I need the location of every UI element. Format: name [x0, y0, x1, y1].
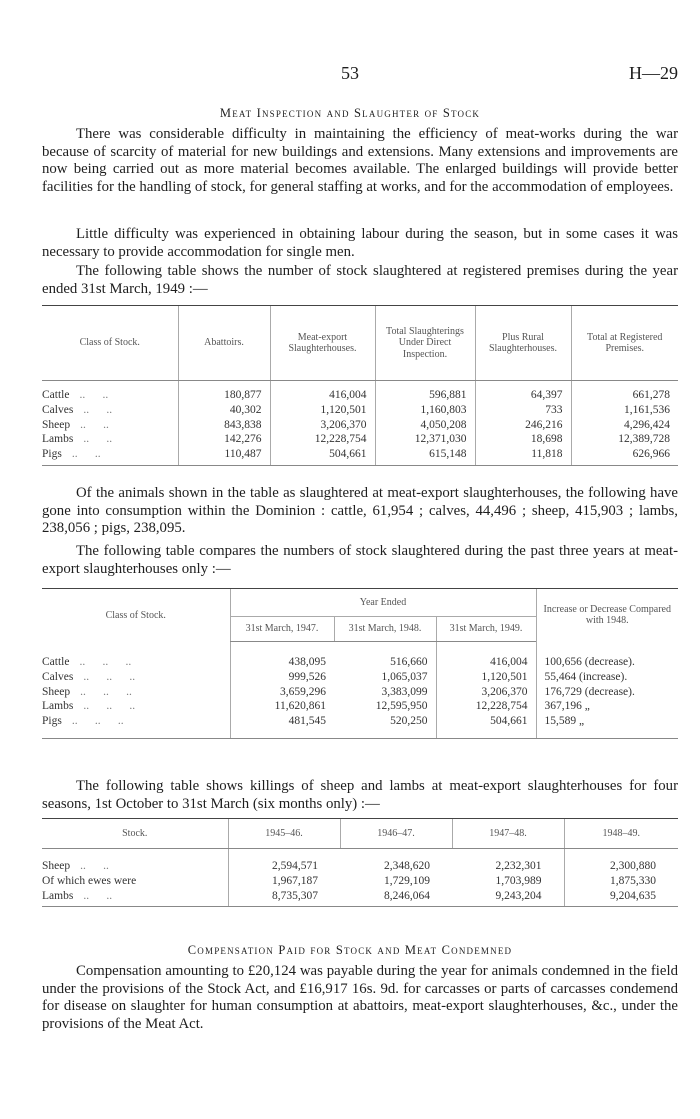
row-label-cell	[42, 874, 228, 889]
row-label: Lambs	[42, 700, 74, 713]
total-registered-cell: 1,161,536	[571, 403, 678, 418]
year-1949-cell: 12,228,754	[436, 699, 536, 714]
leader-dots: .. .. ..	[80, 685, 132, 698]
col-header-1945-46: 1945–46.	[228, 819, 340, 849]
total-direct-cell: 615,148	[375, 447, 475, 465]
col-header-year-ended: Year Ended	[230, 589, 536, 617]
season-1948-49-cell: 1,875,330	[564, 874, 678, 889]
row-label-cell	[42, 432, 178, 447]
table-row	[42, 699, 678, 714]
leader-dots: .. ..	[83, 889, 113, 902]
season-1945-46-cell: 8,735,307	[228, 889, 340, 907]
season-1945-46-cell: 2,594,571	[228, 849, 340, 874]
table-row	[42, 889, 678, 907]
total-registered-cell: 4,296,424	[571, 418, 678, 433]
row-label: Calves	[42, 670, 74, 683]
col-header-meat-export: Meat-export Slaughterhouses.	[270, 306, 375, 381]
table-row	[42, 418, 678, 433]
season-1945-46-cell: 1,967,187	[228, 874, 340, 889]
year-1947-cell: 11,620,861	[230, 699, 334, 714]
row-label-cell	[42, 670, 230, 685]
row-label-cell	[42, 849, 228, 874]
table-row	[42, 714, 678, 738]
plus-rural-cell: 64,397	[475, 381, 571, 403]
table-row	[42, 403, 678, 418]
season-1946-47-cell: 2,348,620	[384, 860, 430, 872]
abattoirs-cell: 843,838	[178, 418, 270, 433]
year-1948-cell: 12,595,950	[375, 700, 428, 713]
col-header-stock: Stock.	[42, 819, 228, 849]
table-row	[42, 849, 678, 874]
row-label-cell	[42, 447, 178, 465]
total-registered-cell: 626,966	[571, 447, 678, 465]
section-heading-compensation: Compensation Paid for Stock and Meat Condemned	[187, 943, 513, 957]
leader-dots: .. .. ..	[71, 715, 124, 728]
paragraph-table1-intro: The following table shows the number of stock slaughtered at registered premises during the year ended 31st March, 1949 :—	[42, 263, 678, 297]
change-cell: 176,729 (decrease).	[536, 685, 678, 700]
season-1946-47-cell: 1,729,109	[384, 874, 430, 887]
col-header-total-registered: Total at Registered Premises.	[571, 306, 678, 381]
section-heading-meat-inspection: Meat Inspection and Slaughter of Stock	[219, 106, 481, 120]
table-header-row	[42, 306, 678, 381]
row-label: Pigs	[42, 448, 62, 461]
plus-rural-cell: 733	[475, 403, 571, 418]
paragraph-domestic-consumption: Of the animals shown in the table as slaughtered at meat-export slaughterhouses, the following have gone into consumption within the Dominion : cattle, 61,954 ; calves, 44,496 ; sheep, 415,903 ; lambs, 238,056 ; pigs, 238,095.	[42, 485, 678, 537]
meat-export-cell: 504,661	[270, 447, 375, 465]
col-header-1947-48: 1947–48.	[452, 819, 564, 849]
row-label-cell	[42, 642, 230, 670]
table-row	[42, 685, 678, 700]
year-1948-cell: 3,383,099	[381, 685, 428, 698]
col-header-plus-rural: Plus Rural Slaughterhouses.	[475, 306, 571, 381]
leader-dots: .. ..	[83, 403, 113, 416]
leader-dots: .. ..	[80, 418, 109, 431]
abattoirs-cell: 142,276	[178, 432, 270, 447]
year-1947-cell: 438,095	[230, 642, 334, 670]
row-label-cell	[42, 714, 230, 738]
paragraph-labour: Little difficulty was experienced in obtaining labour during the season, but in some cases it was necessary to provide accommodation for single men.	[42, 226, 678, 260]
year-1949-cell: 1,120,501	[436, 670, 536, 685]
meat-export-cell: 12,228,754	[270, 432, 375, 447]
season-1947-48-cell: 9,243,204	[452, 889, 564, 907]
table-row	[42, 381, 678, 403]
three-year-comparison-table	[42, 588, 678, 739]
sheep-lambs-seasons-table	[42, 818, 678, 907]
row-label: Calves	[42, 403, 74, 416]
row-label: Lambs	[42, 433, 74, 446]
row-label: Sheep	[42, 860, 71, 872]
year-1949-cell: 416,004	[436, 642, 536, 670]
row-label: Cattle	[42, 389, 70, 401]
season-1948-49-cell: 2,300,880	[564, 849, 678, 874]
table-row	[42, 642, 678, 670]
table-row	[42, 447, 678, 465]
meat-export-cell: 416,004	[270, 381, 375, 403]
paragraph-war-difficulty: There was considerable difficulty in maintaining the efficiency of meat-works during the war because of scarcity of material for new buildings and extensions. Many extensions and improvements are now being carried out as more material becomes available. The enlarged buildings will provide better facilities for the handling of stock, for general staffing at works, and for the accommodation of employees.	[42, 126, 678, 195]
plus-rural-cell: 246,216	[475, 418, 571, 433]
row-label-cell	[42, 403, 178, 418]
col-header-1949: 31st March, 1949.	[436, 617, 536, 642]
total-registered-cell: 661,278	[571, 381, 678, 403]
year-1948-cell: 516,660	[390, 656, 428, 668]
total-direct-cell: 12,371,030	[375, 432, 475, 447]
change-cell: 100,656 (decrease).	[536, 642, 678, 670]
row-label-cell	[42, 418, 178, 433]
season-1947-48-cell: 1,703,989	[495, 874, 542, 887]
paragraph-table2-intro: The following table compares the numbers of stock slaughtered during the past three years at meat-export slaughterhouses only :—	[42, 543, 678, 577]
year-1947-cell: 999,526	[230, 670, 334, 685]
abattoirs-cell: 40,302	[178, 403, 270, 418]
col-header-change: Increase or Decrease Compared with 1948.	[536, 589, 678, 642]
leader-dots: .. .. ..	[83, 700, 136, 713]
row-label-cell	[42, 685, 230, 700]
col-header-total-direct: Total Slaughterings Under Direct Inspection.	[375, 306, 475, 381]
col-header-abattoirs: Abattoirs.	[178, 306, 270, 381]
change-cell: 15,589 „	[536, 714, 678, 738]
row-label: Of which ewes were	[42, 874, 137, 887]
season-1946-47-cell: 8,246,064	[340, 889, 452, 907]
paragraph-compensation: Compensation amounting to £20,124 was payable during the year for animals condemned in the field under the provisions of the Stock Act, and £16,917 16s. 9d. for carcasses or parts of carcasses condemend for disease on slaughter for human consumption at abattoirs, meat-export slaughterhouses, &c., under the provisions of the Meat Act.	[42, 963, 678, 1032]
year-1947-cell: 3,659,296	[230, 685, 334, 700]
row-label: Sheep	[42, 685, 71, 698]
change-cell: 367,196 „	[536, 699, 678, 714]
col-header-1948: 31st March, 1948.	[334, 617, 436, 642]
table-row	[42, 874, 678, 889]
year-1949-cell: 3,206,370	[436, 685, 536, 700]
year-1949-cell: 504,661	[436, 714, 536, 738]
plus-rural-cell: 18,698	[475, 432, 571, 447]
total-registered-cell: 12,389,728	[571, 432, 678, 447]
total-direct-cell: 1,160,803	[375, 403, 475, 418]
leader-dots: .. ..	[71, 448, 101, 461]
row-label: Cattle	[42, 655, 70, 668]
plus-rural-cell: 11,818	[475, 447, 571, 465]
stock-slaughtered-table	[42, 305, 678, 466]
col-header-1947: 31st March, 1947.	[230, 617, 334, 642]
abattoirs-cell: 110,487	[178, 447, 270, 465]
year-1948-cell: 1,065,037	[381, 670, 428, 683]
report-reference: H—29	[629, 63, 678, 83]
year-1947-cell: 481,545	[230, 714, 334, 738]
total-direct-cell: 4,050,208	[375, 418, 475, 433]
table-row	[42, 432, 678, 447]
col-header-1946-47: 1946–47.	[340, 819, 452, 849]
row-label: Pigs	[42, 715, 62, 728]
change-cell: 55,464 (increase).	[536, 670, 678, 685]
year-1948-cell: 520,250	[334, 714, 436, 738]
row-label-cell	[42, 889, 228, 907]
row-label-cell	[42, 699, 230, 714]
col-header-1948-49: 1948–49.	[564, 819, 678, 849]
meat-export-cell: 1,120,501	[270, 403, 375, 418]
leader-dots: .. .. ..	[79, 655, 132, 668]
table-header-row	[42, 819, 678, 849]
row-label: Lambs	[42, 889, 74, 902]
col-header-class: Class of Stock.	[42, 306, 178, 381]
page-number: 53	[341, 63, 359, 83]
leader-dots: .. ..	[80, 860, 109, 872]
meat-export-cell: 3,206,370	[270, 418, 375, 433]
abattoirs-cell: 180,877	[178, 381, 270, 403]
paragraph-table3-intro: The following table shows killings of sheep and lambs at meat-export slaughterhouses for four seasons, 1st October to 31st March (six months only) :—	[42, 778, 678, 812]
row-label: Sheep	[42, 418, 71, 431]
leader-dots: .. .. ..	[83, 670, 136, 683]
leader-dots: .. ..	[79, 389, 109, 401]
table-header-row	[42, 589, 678, 617]
total-direct-cell: 596,881	[375, 381, 475, 403]
table-row	[42, 670, 678, 685]
season-1947-48-cell: 2,232,301	[495, 860, 542, 872]
leader-dots: .. ..	[83, 433, 113, 446]
row-label-cell	[42, 381, 178, 403]
col-header-class: Class of Stock.	[42, 589, 230, 642]
season-1948-49-cell: 9,204,635	[564, 889, 678, 907]
